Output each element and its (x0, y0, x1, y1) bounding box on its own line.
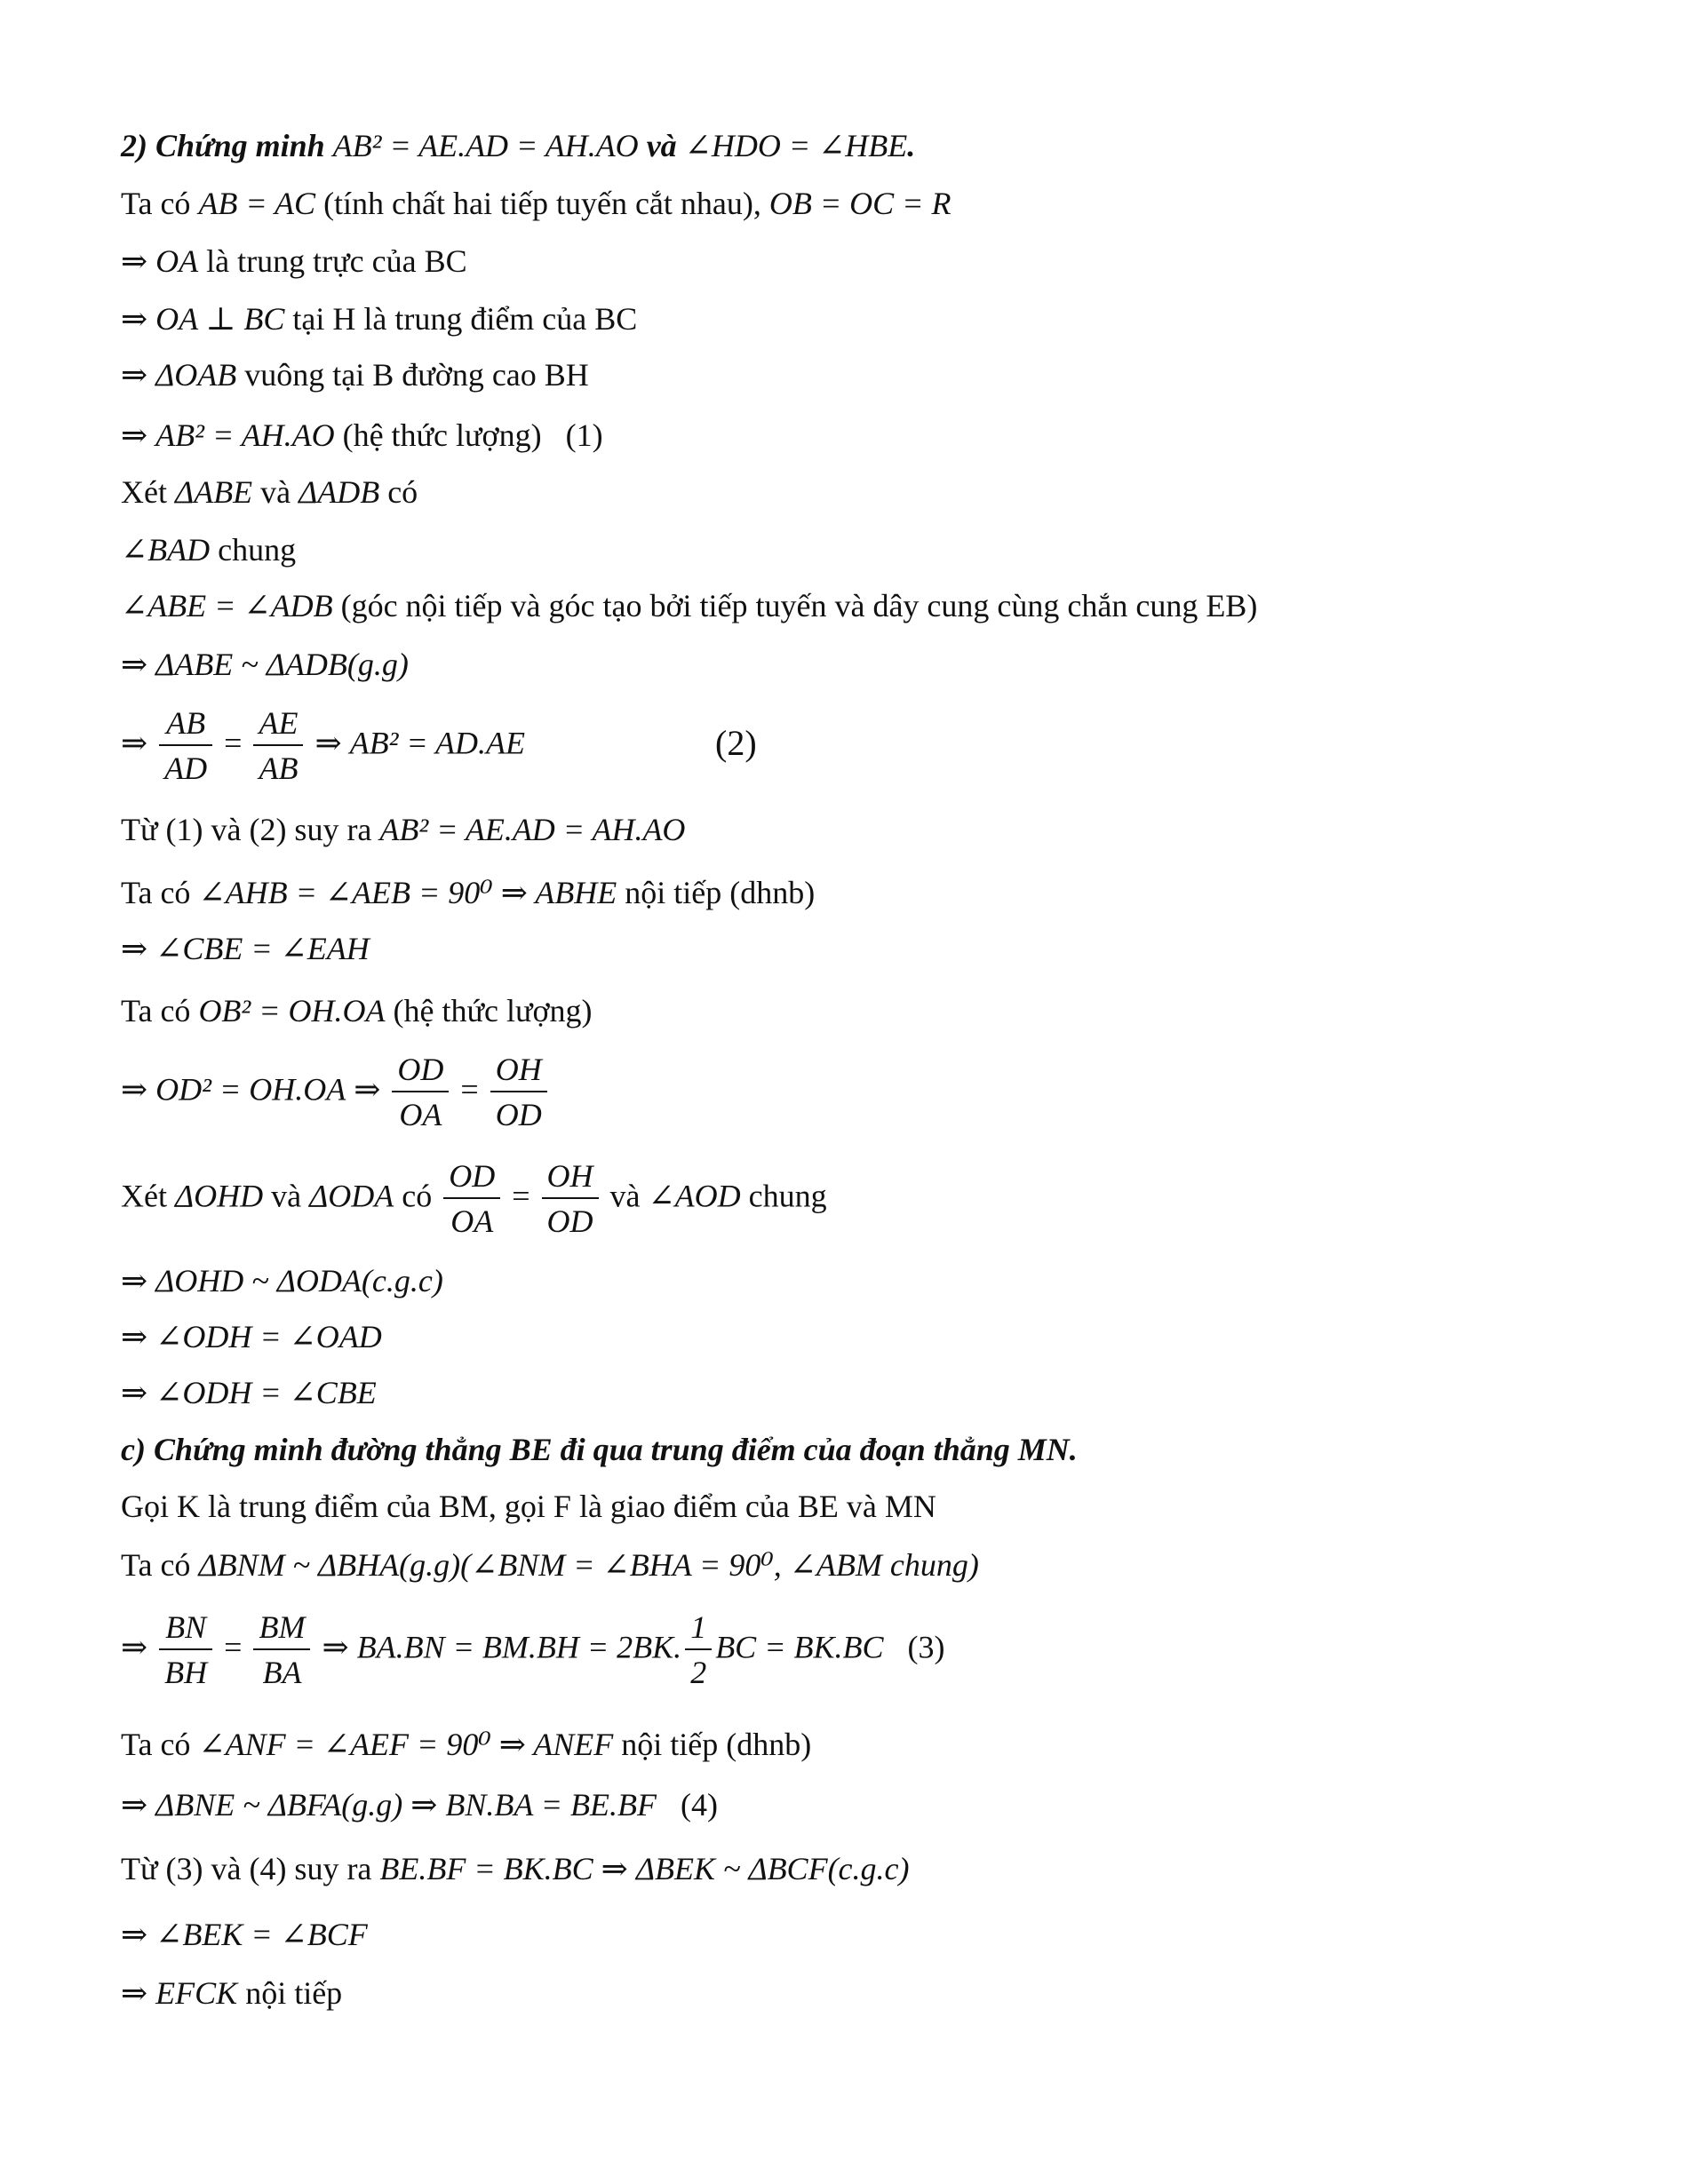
math-expression: ΔBNM ~ ΔBHA(g.g)(∠BNM = ∠BHA = 90⁰, ∠ABM chung) (198, 1547, 979, 1583)
text-segment: (3) (883, 1629, 945, 1665)
text-segment: nội tiếp (dhnb) (617, 875, 816, 910)
math-expression: ∠AOD (648, 1178, 741, 1214)
text-segment: (tính chất hai tiếp tuyến cắt nhau), (315, 186, 769, 221)
math-expression: ΔOHD ~ ΔODA(c.g.c) (155, 1263, 443, 1298)
numerator: OD (392, 1048, 449, 1092)
math-expression: OA (155, 243, 199, 279)
text-segment: tại H là trung điểm của BC (284, 301, 638, 337)
numerator: 1 (685, 1606, 712, 1650)
denominator: BH (164, 1655, 208, 1690)
math-expression: OA ⊥ BC (155, 301, 285, 337)
text-segment: ⇒ (121, 931, 156, 966)
text-segment: Ta có (121, 1547, 199, 1583)
text-segment: ⇒ (121, 1263, 156, 1298)
text-segment: và (252, 474, 299, 510)
denominator: AB (259, 751, 299, 786)
text-segment: ⇒ (314, 1629, 357, 1665)
text-line (121, 1487, 936, 1526)
text-segment: Gọi K là trung điểm của BM, gọi F là giao điểm của BE và MN (121, 1489, 936, 1524)
text-segment: Xét (121, 474, 175, 510)
denominator: OA (399, 1097, 442, 1132)
text-segment: ⇒ (121, 243, 156, 279)
text-line (121, 126, 915, 165)
text-line (121, 645, 409, 684)
math-expression: ∠AHB = ∠AEB = 90⁰ ⇒ ABHE (198, 875, 617, 910)
text-segment: (hệ thức lượng) (1) (334, 417, 603, 453)
text-segment: nội tiếp (237, 1975, 343, 2011)
text-segment: ⇒ (121, 301, 156, 337)
text-line (121, 473, 418, 512)
denominator: AD (164, 751, 208, 786)
math-expression: ∠BAD (121, 532, 211, 568)
numerator: BN (159, 1606, 212, 1650)
math-expression: ΔOAB (155, 357, 237, 393)
text-segment: Từ (3) và (4) suy ra (121, 1851, 380, 1886)
text-segment: và (601, 1178, 649, 1214)
fraction (159, 702, 212, 790)
text-segment: Từ (1) và (2) suy ra (121, 812, 380, 847)
text-segment: có (379, 474, 418, 510)
text-segment: (góc nội tiếp và góc tạo bởi tiếp tuyến và dây cung cùng chắn cung EB) (332, 588, 1258, 623)
math-expression: ΔOHD (174, 1178, 264, 1214)
fraction (542, 1155, 599, 1243)
fraction (253, 1606, 310, 1695)
text-line (121, 929, 370, 968)
text-segment: = (216, 725, 251, 761)
text-segment: = (504, 1178, 538, 1214)
text-line (121, 1915, 368, 1954)
math-expression: ∠CBE = ∠EAH (155, 931, 370, 966)
denominator: 2 (690, 1655, 707, 1690)
denominator: OA (450, 1203, 494, 1239)
text-line (121, 1849, 910, 1888)
text-segment: ⇒ (121, 1629, 156, 1665)
text-segment: ⇒ (121, 1319, 156, 1354)
text-segment: ⇒ (121, 1917, 156, 1952)
math-expression: BC = BK.BC (715, 1629, 884, 1665)
text-segment: và (263, 1178, 310, 1214)
text-segment: Ta có (121, 993, 199, 1028)
text-line (121, 1373, 377, 1412)
math-expression: AB² = AE.AD = AH.AO (379, 812, 686, 847)
text-line (121, 702, 525, 790)
text-line (121, 810, 685, 849)
numerator: OD (443, 1155, 500, 1199)
text-segment: ⇒ (121, 357, 156, 393)
text-segment: ⇒ (307, 725, 350, 761)
text-segment: chung (210, 532, 297, 568)
text-line (121, 873, 815, 912)
denominator: OD (546, 1203, 593, 1239)
text-segment: (hệ thức lượng) (385, 993, 593, 1028)
numerator: BM (253, 1606, 310, 1650)
equation-number: (2) (715, 723, 757, 763)
section-heading: c) Chứng minh đường thẳng BE đi qua trung điểm của đoạn thẳng MN. (121, 1432, 1078, 1467)
text-segment: ⇒ (121, 1375, 156, 1410)
math-expression: AB² = AD.AE (349, 725, 526, 761)
fraction (159, 1606, 212, 1695)
math-expression: ΔADB (299, 474, 380, 510)
fraction (490, 1048, 547, 1137)
text-line (121, 242, 467, 281)
text-line (121, 1261, 443, 1300)
math-expression: EFCK (155, 1975, 238, 2011)
text-line (121, 355, 589, 394)
text-segment: là trung trực của BC (198, 243, 467, 279)
text-line (121, 1430, 1078, 1469)
text-segment: (4) (656, 1787, 718, 1823)
math-expression: ΔABE ~ ΔADB(g.g) (155, 647, 409, 682)
text-line (121, 1725, 811, 1764)
numerator: AB (159, 702, 212, 746)
text-line (121, 991, 593, 1030)
text-line (121, 184, 951, 223)
math-expression: ΔODA (309, 1178, 394, 1214)
math-expression: ∠ABE = ∠ADB (121, 588, 333, 623)
text-segment: có (394, 1178, 441, 1214)
text-line (121, 1155, 827, 1243)
text-segment: Ta có (121, 1727, 199, 1762)
section-heading: . (907, 128, 916, 163)
math-expression: AB² = AE.AD = AH.AO (332, 128, 639, 163)
math-expression: ΔBNE ~ ΔBFA(g.g) ⇒ BN.BA = BE.BF (155, 1787, 657, 1823)
numerator: OH (490, 1048, 547, 1092)
text-segment: Ta có (121, 875, 199, 910)
text-line (121, 299, 637, 338)
fraction (392, 1048, 449, 1137)
text-line (121, 1545, 979, 1584)
text-segment: vuông tại B đường cao BH (236, 357, 589, 393)
text-line (121, 1785, 718, 1824)
text-segment: ⇒ (346, 1071, 389, 1108)
numerator: OH (542, 1155, 599, 1199)
fraction (253, 702, 303, 790)
text-segment: = (452, 1071, 487, 1108)
fraction (443, 1155, 500, 1243)
math-expression: ∠ANF = ∠AEF = 90⁰ ⇒ ANEF (198, 1727, 614, 1762)
text-line (121, 530, 296, 569)
text-line (121, 1048, 551, 1137)
math-expression: BE.BF = BK.BC ⇒ ΔBEK ~ ΔBCF(c.g.c) (379, 1851, 910, 1886)
text-segment: ⇒ (121, 1975, 156, 2011)
numerator: AE (253, 702, 303, 746)
text-line (121, 1606, 944, 1695)
text-line (121, 416, 603, 455)
math-expression: OB² = OH.OA (198, 993, 386, 1028)
math-expression: ΔABE (174, 474, 253, 510)
text-segment: Ta có (121, 186, 199, 221)
math-expression: OD² = OH.OA (155, 1071, 346, 1108)
text-segment: Xét (121, 1178, 175, 1214)
text-segment: nội tiếp (dhnb) (613, 1727, 812, 1762)
text-line (121, 1317, 382, 1356)
math-expression: AB = AC (198, 186, 316, 221)
fraction (685, 1606, 712, 1695)
math-expression: OB = OC = R (768, 186, 951, 221)
text-segment: chung (740, 1178, 827, 1214)
text-segment: ⇒ (121, 1071, 156, 1108)
math-expression: ∠BEK = ∠BCF (155, 1917, 368, 1952)
text-line (121, 586, 1257, 625)
math-expression: ∠ODH = ∠CBE (155, 1375, 377, 1410)
text-line (121, 1974, 342, 2013)
math-expression: BA.BN = BM.BH = 2BK. (356, 1629, 682, 1665)
text-segment: = (216, 1629, 251, 1665)
text-segment: ⇒ (121, 647, 156, 682)
text-segment: ⇒ (121, 1787, 156, 1823)
math-expression: ∠HDO = ∠HBE (684, 128, 908, 163)
math-expression: AB² = AH.AO (155, 417, 335, 453)
section-heading: và (638, 128, 685, 163)
section-heading: 2) Chứng minh (121, 128, 333, 163)
denominator: OD (495, 1097, 542, 1132)
math-expression: ∠ODH = ∠OAD (155, 1319, 382, 1354)
text-segment: ⇒ (121, 417, 156, 453)
text-segment: ⇒ (121, 725, 156, 761)
denominator: BA (262, 1655, 302, 1690)
